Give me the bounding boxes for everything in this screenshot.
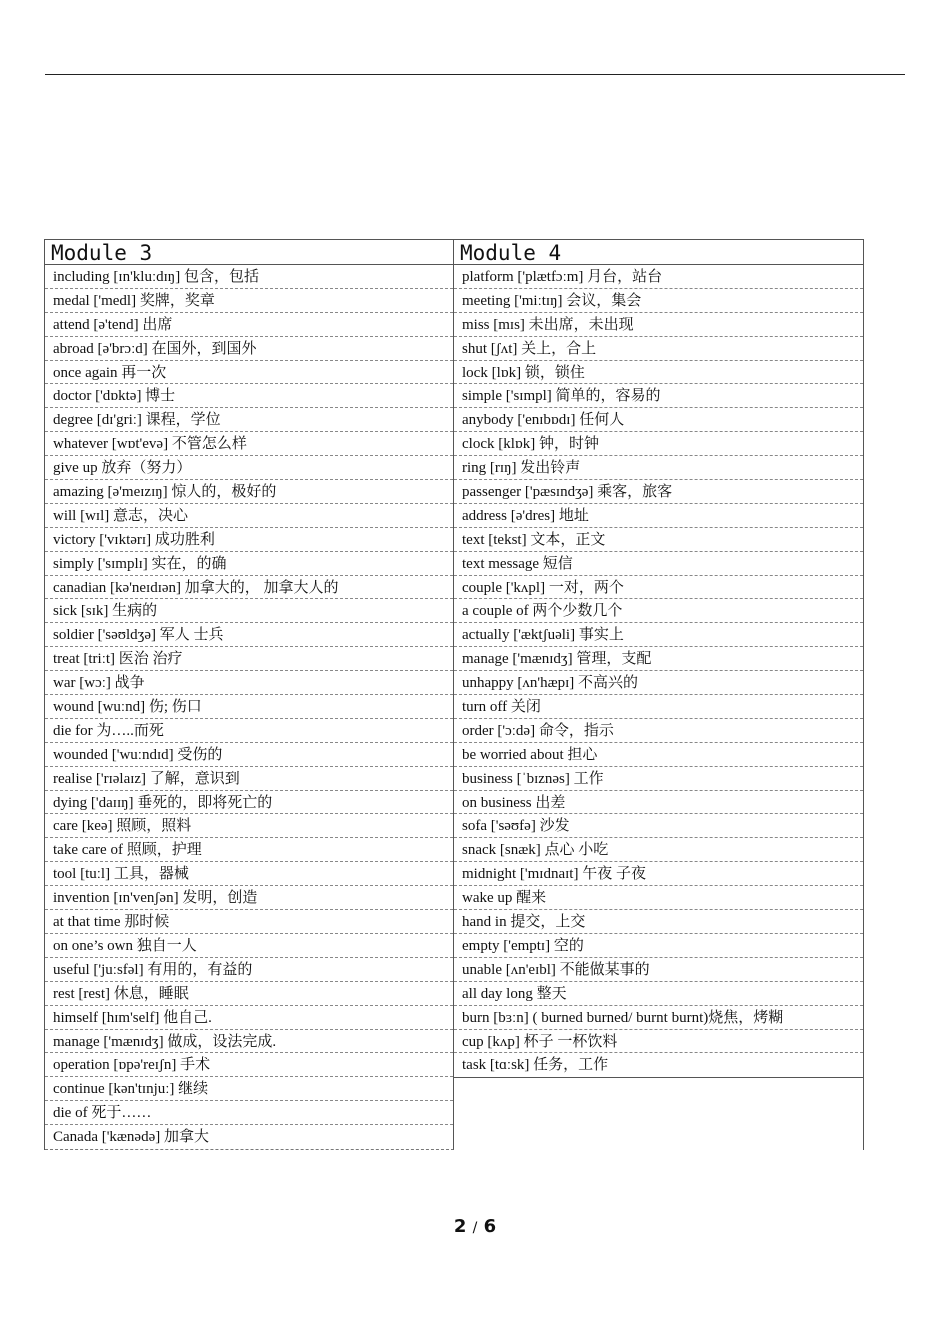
vocab-entry: manage ['mænɪdʒ] 管理，支配 — [454, 647, 863, 671]
vocab-entry: operation [ɒpə'reɪʃn] 手术 — [45, 1053, 453, 1077]
vocab-entry: die of 死于…… — [45, 1101, 453, 1125]
vocab-entry: ring [rɪŋ] 发出铃声 — [454, 456, 863, 480]
module-3-title: Module 3 — [45, 240, 453, 265]
vocab-entry: die for 为…..而死 — [45, 719, 453, 743]
vocab-entry: anybody ['enɪbɒdɪ] 任何人 — [454, 408, 863, 432]
vocab-entry: tool [tuːl] 工具，器械 — [45, 862, 453, 886]
vocab-entry: doctor ['dɒktə] 博士 — [45, 384, 453, 408]
vocab-entry: clock [klɒk] 钟，时钟 — [454, 432, 863, 456]
vocab-entry: unhappy [ʌn'hæpɪ] 不高兴的 — [454, 671, 863, 695]
vocab-entry: on business 出差 — [454, 791, 863, 815]
vocab-entry: dying ['daɪɪŋ] 垂死的，即将死亡的 — [45, 791, 453, 815]
vocab-entry: treat [triːt] 医治 治疗 — [45, 647, 453, 671]
vocab-entry: canadian [kə'neɪdɪən] 加拿大的， 加拿大人的 — [45, 576, 453, 600]
vocab-entry: degree [dɪ'griː] 课程，学位 — [45, 408, 453, 432]
vocab-entry: care [keə] 照顾，照料 — [45, 814, 453, 838]
vocab-entry: take care of 照顾，护理 — [45, 838, 453, 862]
vocab-entry: continue [kən'tɪnjuː] 继续 — [45, 1077, 453, 1101]
vocab-entry: invention [ɪn'venʃən] 发明，创造 — [45, 886, 453, 910]
vocab-entry: all day long 整天 — [454, 982, 863, 1006]
vocab-entry: wound [wuːnd] 伤; 伤口 — [45, 695, 453, 719]
vocab-entry: once again 再一次 — [45, 361, 453, 385]
vocab-entry: task [tɑːsk] 任务，工作 — [462, 1057, 609, 1074]
current-page: 2 — [453, 1216, 467, 1237]
vocab-entry: a couple of 两个少数几个 — [454, 599, 863, 623]
total-pages: 6 — [483, 1216, 497, 1237]
page-number — [0, 1216, 950, 1237]
vocab-entry: platform ['plætfɔːm] 月台，站台 — [454, 265, 863, 289]
vocabulary-table — [44, 239, 864, 1150]
vocab-entry: couple ['kʌpl] 一对，两个 — [454, 576, 863, 600]
vocab-entry: will [wɪl] 意志，决心 — [45, 504, 453, 528]
module-3-column — [45, 240, 454, 1150]
vocab-entry: rest [rest] 休息，睡眠 — [45, 982, 453, 1006]
vocab-entry: useful ['juːsfəl] 有用的，有益的 — [45, 958, 453, 982]
vocab-entry: victory ['vɪktərɪ] 成功胜利 — [45, 528, 453, 552]
vocab-entry: order ['ɔːdə] 命令，指示 — [454, 719, 863, 743]
vocab-entry: address [ə'dres] 地址 — [454, 504, 863, 528]
vocab-entry: himself [hɪm'self] 他自己. — [45, 1006, 453, 1030]
vocab-entry: miss [mɪs] 未出席，未出现 — [454, 313, 863, 337]
vocab-entry: cup [kʌp] 杯子 一杯饮料 — [454, 1030, 863, 1054]
vocab-entry: on one’s own 独自一人 — [45, 934, 453, 958]
vocab-entry: attend [ə'tend] 出席 — [45, 313, 453, 337]
vocab-entry: whatever [wɒt'evə] 不管怎么样 — [45, 432, 453, 456]
page-separator: / — [472, 1220, 478, 1236]
vocab-entry: business [ˈbɪznəs] 工作 — [454, 767, 863, 791]
vocab-entry: amazing [ə'meɪzɪŋ] 惊人的，极好的 — [45, 480, 453, 504]
vocab-entry: war [wɔː] 战争 — [45, 671, 453, 695]
vocab-entry: realise ['rɪəlaɪz] 了解，意识到 — [45, 767, 453, 791]
vocab-entry: simply ['sɪmplɪ] 实在，的确 — [45, 552, 453, 576]
module-4-column — [454, 240, 863, 1078]
vocab-entry: turn off 关闭 — [454, 695, 863, 719]
vocab-entry: shut [ʃʌt] 关上，合上 — [454, 337, 863, 361]
vocab-entry: wounded ['wuːndɪd] 受伤的 — [45, 743, 453, 767]
vocab-entry: actually ['æktʃuəli] 事实上 — [454, 623, 863, 647]
vocab-entry: abroad [ə'brɔːd] 在国外，到国外 — [45, 337, 453, 361]
vocab-entry: Canada ['kænədə] 加拿大 — [53, 1129, 209, 1146]
vocab-entry: hand in 提交，上交 — [454, 910, 863, 934]
vocab-entry: sick [sɪk] 生病的 — [45, 599, 453, 623]
vocab-entry: empty ['emptɪ] 空的 — [454, 934, 863, 958]
vocab-entry: soldier ['səʊldʒə] 军人 士兵 — [45, 623, 453, 647]
module-3-entries — [45, 265, 453, 1149]
vocab-entry: at that time 那时候 — [45, 910, 453, 934]
vocab-entry: meeting ['miːtɪŋ] 会议，集会 — [454, 289, 863, 313]
vocab-entry: manage ['mænɪdʒ] 做成，设法完成. — [45, 1030, 453, 1054]
vocab-entry: give up 放弃（努力） — [45, 456, 453, 480]
vocab-entry: text [tekst] 文本，正文 — [454, 528, 863, 552]
module-4-entries — [454, 265, 863, 1077]
module-4-title: Module 4 — [454, 240, 863, 265]
vocab-entry: passenger ['pæsɪndʒə] 乘客，旅客 — [454, 480, 863, 504]
vocab-entry: wake up 醒来 — [454, 886, 863, 910]
vocab-entry: simple ['sɪmpl] 简单的，容易的 — [454, 384, 863, 408]
vocab-entry: unable [ʌn'eɪbl] 不能做某事的 — [454, 958, 863, 982]
header-rule — [45, 74, 905, 75]
vocab-entry: medal ['medl] 奖牌，奖章 — [45, 289, 453, 313]
vocab-entry: sofa ['səʊfə] 沙发 — [454, 814, 863, 838]
vocab-entry: including [ɪn'kluːdɪŋ] 包含，包括 — [45, 265, 453, 289]
vocab-entry: burn [bɜːn] ( burned burned/ burnt burnt)烧焦，烤糊 — [454, 1006, 863, 1030]
vocab-entry: snack [snæk] 点心 小吃 — [454, 838, 863, 862]
vocab-entry: lock [lɒk] 锁，锁住 — [454, 361, 863, 385]
vocab-entry: be worried about 担心 — [454, 743, 863, 767]
vocab-entry: midnight ['mɪdnaɪt] 午夜 子夜 — [454, 862, 863, 886]
vocab-entry: text message 短信 — [454, 552, 863, 576]
